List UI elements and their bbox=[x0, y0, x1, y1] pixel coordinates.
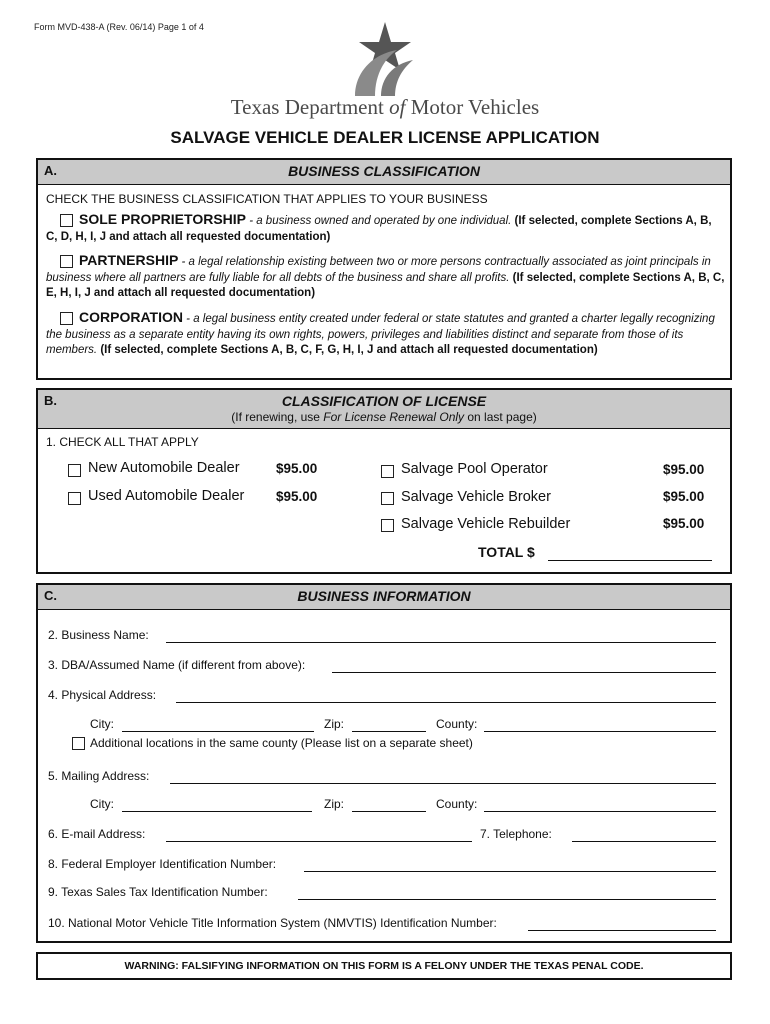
business-name-field[interactable] bbox=[166, 642, 716, 643]
section-b-header bbox=[38, 390, 730, 429]
option-instr: (If selected, complete Sections A, B, C, D, H, I, J and attach all requested documentation) bbox=[46, 215, 712, 243]
agency-name-part: Texas Department bbox=[230, 95, 390, 119]
email-label: 6. E-mail Address: bbox=[48, 827, 146, 841]
new-automobile-dealer-price: $95.00 bbox=[276, 461, 318, 476]
subtitle-italic: For License Renewal Only bbox=[323, 410, 465, 424]
dba-field[interactable] bbox=[332, 672, 716, 673]
physical-city-label: City: bbox=[90, 717, 114, 731]
fein-field[interactable] bbox=[304, 871, 716, 872]
total-label: TOTAL $ bbox=[478, 544, 535, 560]
section-title: BUSINESS INFORMATION bbox=[297, 588, 471, 604]
warning-box bbox=[36, 952, 732, 980]
section-a bbox=[36, 158, 732, 380]
physical-address-field[interactable] bbox=[176, 702, 716, 703]
form-id: Form MVD-438-A (Rev. 06/14) Page 1 of 4 bbox=[34, 22, 204, 32]
new-automobile-dealer-checkbox[interactable] bbox=[68, 464, 81, 477]
mailing-city-field[interactable] bbox=[122, 811, 312, 812]
option-instr: (If selected, complete Sections A, B, C, E, H, I, J and attach all requested documentation) bbox=[46, 271, 725, 299]
option-desc: - a business owned and operated by one individual. bbox=[246, 215, 512, 227]
section-b bbox=[36, 388, 732, 574]
section-letter: B. bbox=[44, 393, 57, 408]
option-name: SOLE PROPRIETORSHIP bbox=[79, 211, 246, 227]
salvage-vehicle-broker-label: Salvage Vehicle Broker bbox=[401, 489, 551, 505]
section-letter: C. bbox=[44, 588, 57, 603]
agency-name-of: of bbox=[389, 95, 406, 119]
agency-name bbox=[0, 95, 770, 120]
mailing-county-field[interactable] bbox=[484, 811, 716, 812]
used-automobile-dealer-price: $95.00 bbox=[276, 489, 318, 504]
sales-tax-label: 9. Texas Sales Tax Identification Number: bbox=[48, 885, 268, 899]
subtitle-part: (If renewing, use bbox=[231, 410, 324, 424]
new-automobile-dealer-label: New Automobile Dealer bbox=[88, 460, 240, 476]
sales-tax-field[interactable] bbox=[298, 899, 716, 900]
txdmv-star-logo bbox=[345, 20, 425, 98]
section-a-header bbox=[38, 160, 730, 185]
salvage-pool-operator-label: Salvage Pool Operator bbox=[401, 461, 548, 477]
salvage-vehicle-broker-checkbox[interactable] bbox=[381, 492, 394, 505]
option-sole-proprietorship bbox=[46, 212, 726, 245]
option-name: PARTNERSHIP bbox=[79, 252, 179, 268]
physical-address-label: 4. Physical Address: bbox=[48, 688, 157, 702]
telephone-field[interactable] bbox=[572, 841, 716, 842]
mailing-zip-label: Zip: bbox=[324, 797, 345, 811]
telephone-label: 7. Telephone: bbox=[480, 827, 552, 841]
check-all-instruction: 1. CHECK ALL THAT APPLY bbox=[46, 435, 199, 449]
option-name: CORPORATION bbox=[79, 309, 183, 325]
total-field[interactable] bbox=[548, 560, 712, 561]
corporation-checkbox[interactable] bbox=[60, 312, 73, 325]
nmvtis-label: 10. National Motor Vehicle Title Information System (NMVTIS) Identification Number: bbox=[48, 916, 497, 930]
section-letter: A. bbox=[44, 163, 57, 178]
additional-locations-checkbox[interactable] bbox=[72, 737, 85, 750]
section-b-subtitle bbox=[38, 410, 730, 424]
section-c bbox=[36, 583, 732, 943]
salvage-pool-operator-checkbox[interactable] bbox=[381, 465, 394, 478]
physical-zip-label: Zip: bbox=[324, 717, 345, 731]
subtitle-part: on last page) bbox=[464, 410, 537, 424]
sole-proprietorship-checkbox[interactable] bbox=[60, 214, 73, 227]
salvage-vehicle-rebuilder-price: $95.00 bbox=[663, 516, 705, 531]
option-partnership bbox=[46, 253, 726, 302]
business-name-label: 2. Business Name: bbox=[48, 628, 149, 642]
mailing-address-label: 5. Mailing Address: bbox=[48, 769, 150, 783]
mailing-zip-field[interactable] bbox=[352, 811, 426, 812]
fein-label: 8. Federal Employer Identification Number: bbox=[48, 857, 277, 871]
page-title: SALVAGE VEHICLE DEALER LICENSE APPLICATION bbox=[170, 128, 600, 147]
dba-label: 3. DBA/Assumed Name (if different from above): bbox=[48, 658, 306, 672]
option-instr: (If selected, complete Sections A, B, C, F, G, H, I, J and attach all requested documentation) bbox=[97, 344, 598, 356]
section-c-header bbox=[38, 585, 730, 610]
option-desc: - a legal business entity created under federal or state statutes and granted a charter legally recognizing the business as a separate entity having its own rights, powers, privileges and liabilities distinct and separate from those of its members. bbox=[46, 313, 715, 356]
partnership-checkbox[interactable] bbox=[60, 255, 73, 268]
option-corporation bbox=[46, 310, 726, 359]
salvage-vehicle-rebuilder-checkbox[interactable] bbox=[381, 519, 394, 532]
salvage-pool-operator-price: $95.00 bbox=[663, 462, 705, 477]
physical-county-label: County: bbox=[436, 717, 478, 731]
mailing-address-field[interactable] bbox=[170, 783, 716, 784]
used-automobile-dealer-checkbox[interactable] bbox=[68, 492, 81, 505]
email-field[interactable] bbox=[166, 841, 472, 842]
mailing-county-label: County: bbox=[436, 797, 478, 811]
physical-city-field[interactable] bbox=[122, 731, 314, 732]
physical-zip-field[interactable] bbox=[352, 731, 426, 732]
section-a-instruction: CHECK THE BUSINESS CLASSIFICATION THAT APPLIES TO YOUR BUSINESS bbox=[46, 192, 488, 206]
salvage-vehicle-broker-price: $95.00 bbox=[663, 489, 705, 504]
physical-county-field[interactable] bbox=[484, 731, 716, 732]
section-title: BUSINESS CLASSIFICATION bbox=[288, 163, 480, 179]
warning-text: WARNING: FALSIFYING INFORMATION ON THIS FORM IS A FELONY UNDER THE TEXAS PENAL CODE. bbox=[124, 960, 644, 972]
salvage-vehicle-rebuilder-label: Salvage Vehicle Rebuilder bbox=[401, 516, 571, 532]
mailing-city-label: City: bbox=[90, 797, 114, 811]
agency-name-part: Motor Vehicles bbox=[405, 95, 540, 119]
section-title: CLASSIFICATION OF LICENSE bbox=[281, 393, 487, 409]
used-automobile-dealer-label: Used Automobile Dealer bbox=[88, 488, 245, 504]
additional-locations-label: Additional locations in the same county (Please list on a separate sheet) bbox=[90, 736, 473, 750]
option-desc: - a legal relationship existing between two or more persons contractually associated as joint principals in business where all partners are fully liable for all debts of the business and share all profits. bbox=[46, 256, 711, 284]
nmvtis-field[interactable] bbox=[528, 930, 716, 931]
